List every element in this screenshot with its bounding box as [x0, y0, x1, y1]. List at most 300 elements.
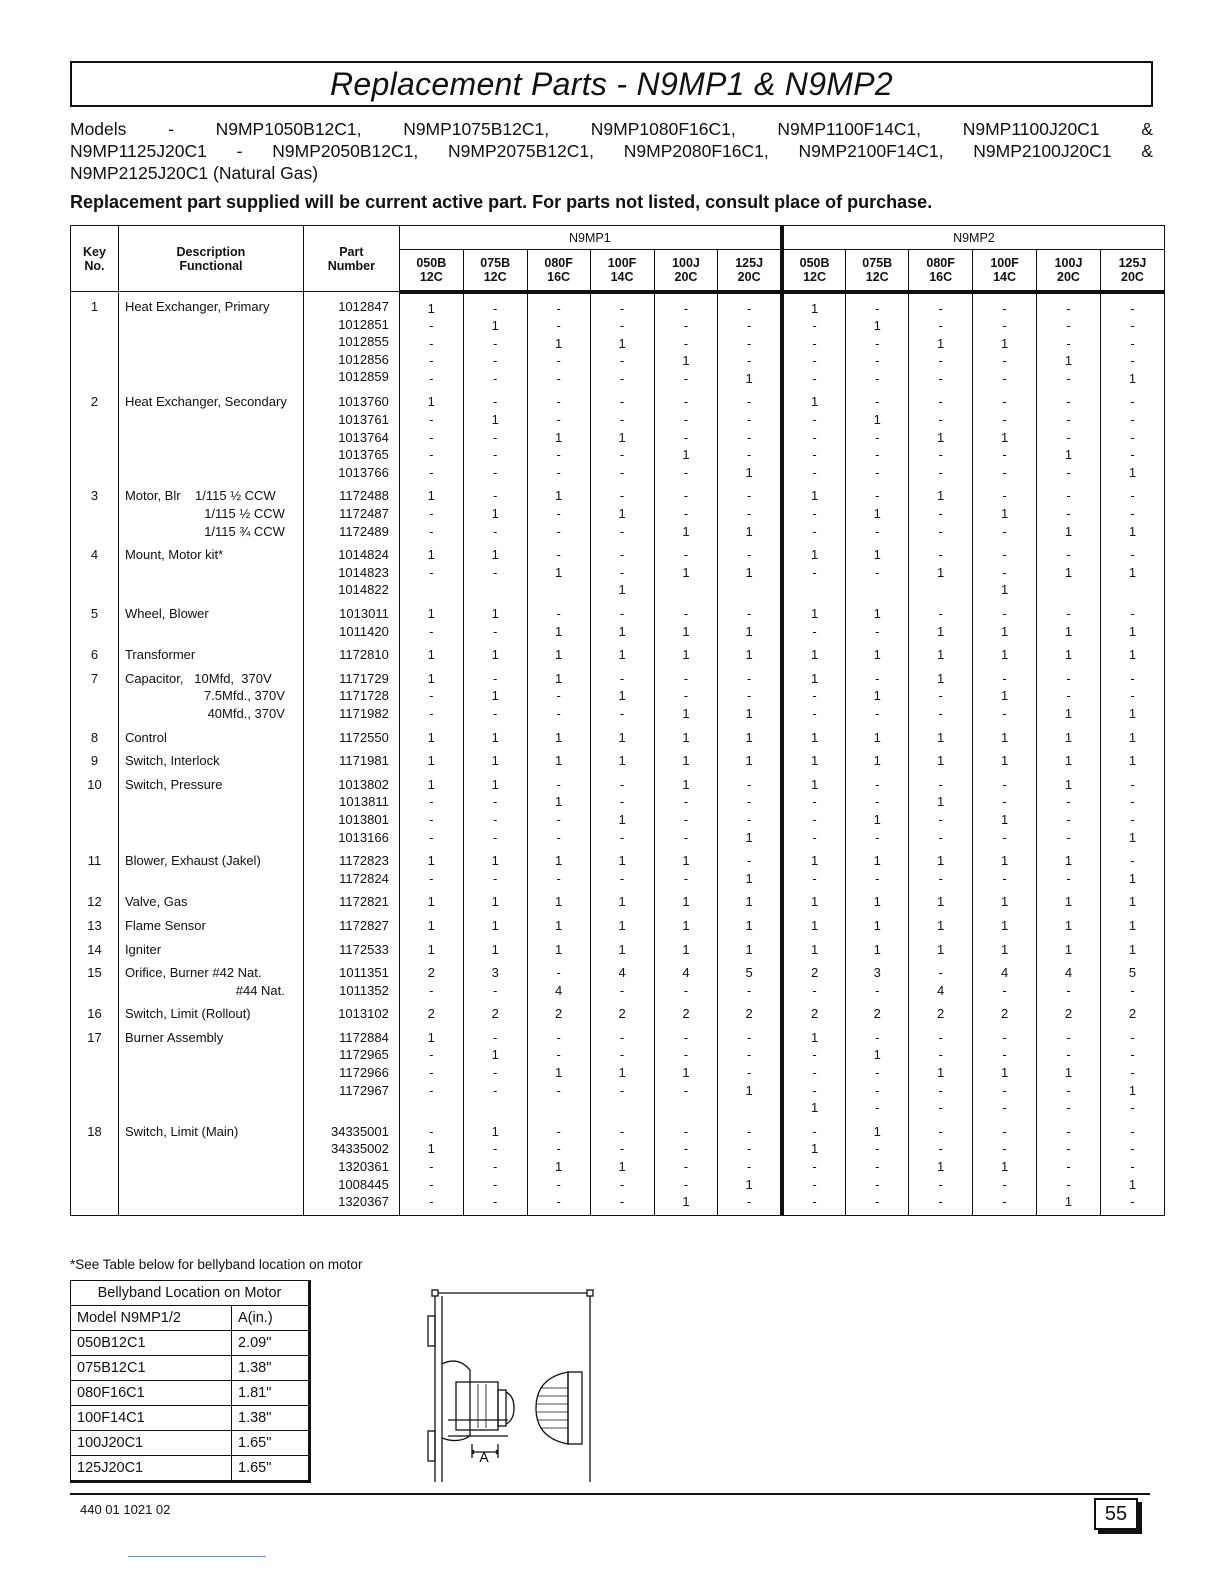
- quantity-cell: - - 1 - -: [527, 1117, 590, 1215]
- quantity-cell: 1 - - - -: [782, 387, 846, 481]
- quantity-cell: 1 -: [463, 599, 527, 640]
- bellyband-value: 1.65": [232, 1431, 310, 1456]
- quantity-cell: 4 -: [1037, 958, 1101, 999]
- quantity-cell: 2 -: [399, 958, 463, 999]
- part-description: Wheel, Blower: [118, 599, 303, 640]
- quantity-cell: 2: [590, 999, 654, 1023]
- key-number: 14: [71, 935, 119, 959]
- model-column-header: 080F 16C: [909, 250, 973, 292]
- quantity-cell: - 1 - - -: [846, 1023, 909, 1117]
- part-number: 34335001 34335002 1320361 1008445 1320367: [303, 1117, 399, 1215]
- group-header-n9mp2: N9MP2: [782, 226, 1165, 250]
- quantity-cell: 1: [399, 723, 463, 747]
- quantity-cell: - 1: [1037, 599, 1101, 640]
- quantity-cell: 1 -: [846, 540, 909, 599]
- quantity-cell: 2: [782, 999, 846, 1023]
- quantity-cell: - 4: [527, 958, 590, 999]
- bellyband-value: 1.38": [232, 1406, 310, 1431]
- quantity-cell: - - 1 -: [973, 770, 1037, 846]
- quantity-cell: - - 1 - -: [973, 387, 1037, 481]
- quantity-cell: - - 1: [718, 664, 782, 723]
- quantity-cell: 1: [1037, 723, 1101, 747]
- quantity-cell: 1: [654, 746, 718, 770]
- quantity-cell: - - 1 - -: [973, 292, 1037, 388]
- part-description: Switch, Limit (Rollout): [118, 999, 303, 1023]
- title-box: [70, 61, 1153, 107]
- quantity-cell: 1 - -: [399, 481, 463, 540]
- part-number: 1013102: [303, 999, 399, 1023]
- part-number: 1014824 1014823 1014822: [303, 540, 399, 599]
- bellyband-row: [71, 1406, 310, 1431]
- part-number: 1172821: [303, 887, 399, 911]
- quantity-cell: 1: [909, 911, 973, 935]
- model-code: &: [1141, 141, 1153, 161]
- quantity-cell: 1: [590, 887, 654, 911]
- quantity-cell: - - 1 -: [654, 1023, 718, 1117]
- quantity-cell: - 1 - -: [909, 770, 973, 846]
- quantity-cell: 1: [973, 746, 1037, 770]
- part-number-header: Part Number: [303, 226, 399, 292]
- quantity-cell: 1: [527, 723, 590, 747]
- quantity-cell: 1: [1037, 746, 1101, 770]
- quantity-cell: - 1: [527, 540, 590, 599]
- quantity-cell: - - - - 1: [718, 292, 782, 388]
- models-line: [70, 118, 1153, 140]
- quantity-cell: 1: [718, 911, 782, 935]
- quantity-cell: - - - - 1: [1037, 1117, 1101, 1215]
- quantity-cell: - 1: [1100, 540, 1164, 599]
- quantity-cell: - - - 1: [718, 770, 782, 846]
- quantity-cell: 1 -: [846, 599, 909, 640]
- quantity-cell: - - - 1 -: [1100, 1117, 1164, 1215]
- quantity-cell: 1: [973, 935, 1037, 959]
- quantity-cell: 3 -: [463, 958, 527, 999]
- quantity-cell: - - 1 - -: [909, 1117, 973, 1215]
- quantity-cell: 1: [782, 723, 846, 747]
- quantity-cell: 1: [463, 723, 527, 747]
- blower-motor-diagram: [418, 1286, 608, 1488]
- table-row: [71, 387, 1165, 481]
- part-number: 1172827: [303, 911, 399, 935]
- quantity-cell: 2: [846, 999, 909, 1023]
- quantity-cell: 2 -: [782, 958, 846, 999]
- quantity-cell: 1: [973, 887, 1037, 911]
- model-column-header: 075B 12C: [846, 250, 909, 292]
- quantity-cell: 1: [1100, 887, 1164, 911]
- quantity-cell: 1 - - - -: [399, 292, 463, 388]
- quantity-cell: 1 -: [463, 846, 527, 887]
- model-code: N9MP1050B12C1,: [215, 119, 362, 139]
- part-number: 1171729 1171728 1171982: [303, 664, 399, 723]
- quantity-cell: - 1: [718, 846, 782, 887]
- quantity-cell: - - 1 - -: [973, 1117, 1037, 1215]
- quantity-cell: - 1 - - -: [846, 292, 909, 388]
- quantity-cell: - 1 -: [846, 481, 909, 540]
- quantity-cell: 4 -: [973, 958, 1037, 999]
- key-number: 10: [71, 770, 119, 846]
- model-column-header: 100F 14C: [590, 250, 654, 292]
- quantity-cell: 1 -: [463, 540, 527, 599]
- quantity-cell: 1: [718, 887, 782, 911]
- quantity-cell: 1: [909, 887, 973, 911]
- model-code: -: [236, 141, 243, 161]
- quantity-cell: 1: [463, 887, 527, 911]
- quantity-cell: - 1: [718, 599, 782, 640]
- footnote: *See Table below for bellyband location on motor: [70, 1257, 363, 1272]
- quantity-cell: - - 1 -: [846, 770, 909, 846]
- part-number: 1012847 1012851 1012855 1012856 1012859: [303, 292, 399, 388]
- quantity-cell: 1: [463, 911, 527, 935]
- quantity-cell: - - 1: [590, 540, 654, 599]
- quantity-cell: 1 - -: [399, 664, 463, 723]
- quantity-cell: - - 1: [1100, 664, 1164, 723]
- quantity-cell: 1: [463, 640, 527, 664]
- model-code: Models: [70, 119, 127, 139]
- key-number: 15: [71, 958, 119, 999]
- bellyband-model: 100F14C1: [71, 1406, 232, 1431]
- quantity-cell: 1: [1100, 746, 1164, 770]
- bellyband-title: Bellyband Location on Motor: [71, 1281, 310, 1306]
- table-row: [71, 958, 1165, 999]
- table-row: [71, 770, 1165, 846]
- quantity-cell: - 1 - - -: [463, 292, 527, 388]
- quantity-cell: - - 1: [654, 664, 718, 723]
- table-row: [71, 911, 1165, 935]
- quantity-cell: 1 - - -: [399, 1023, 463, 1117]
- quantity-cell: 1: [782, 935, 846, 959]
- models-list: [70, 118, 1153, 184]
- bellyband-value: 1.65": [232, 1456, 310, 1482]
- key-number: 13: [71, 911, 119, 935]
- part-description: Switch, Limit (Main): [118, 1117, 303, 1215]
- model-column-header: 100J 20C: [1037, 250, 1101, 292]
- part-number: 1013760 1013761 1013764 1013765 1013766: [303, 387, 399, 481]
- bellyband-row: [71, 1456, 310, 1482]
- quantity-cell: - - 1 - -: [590, 1117, 654, 1215]
- quantity-cell: - - - - 1: [654, 1117, 718, 1215]
- part-description: Switch, Interlock: [118, 746, 303, 770]
- quantity-cell: 1: [463, 746, 527, 770]
- quantity-cell: - 4: [909, 958, 973, 999]
- model-code: N9MP2100F14C1,: [798, 141, 944, 161]
- part-description: Igniter: [118, 935, 303, 959]
- quantity-cell: - 1 -: [463, 481, 527, 540]
- quantity-cell: - - 1 -: [590, 1023, 654, 1117]
- part-description: Burner Assembly: [118, 1023, 303, 1117]
- quantity-cell: 5 -: [718, 958, 782, 999]
- quantity-cell: 1 -: [399, 599, 463, 640]
- key-number: 17: [71, 1023, 119, 1117]
- key-number: 11: [71, 846, 119, 887]
- quantity-cell: - 1 - - -: [399, 1117, 463, 1215]
- quantity-cell: 1 -: [654, 846, 718, 887]
- page-number: 55: [1094, 1498, 1138, 1530]
- quantity-cell: - 1: [1100, 599, 1164, 640]
- quantity-cell: - 1 - - -: [463, 387, 527, 481]
- model-column-header: 100J 20C: [654, 250, 718, 292]
- page-title: Replacement Parts - N9MP1 & N9MP2: [330, 66, 893, 102]
- quantity-cell: 1: [590, 640, 654, 664]
- quantity-cell: 1 -: [909, 846, 973, 887]
- quantity-cell: 1 - -: [782, 664, 846, 723]
- model-code: N9MP1100F14C1,: [777, 119, 922, 139]
- quantity-cell: 1 - -: [782, 481, 846, 540]
- quantity-cell: - - 1: [1037, 664, 1101, 723]
- quantity-cell: 1: [909, 746, 973, 770]
- part-number: 1172488 1172487 1172489: [303, 481, 399, 540]
- quantity-cell: 1: [1037, 640, 1101, 664]
- quantity-cell: 2: [463, 999, 527, 1023]
- quantity-cell: 1: [399, 911, 463, 935]
- bellyband-model: 125J20C1: [71, 1456, 232, 1482]
- diagram-label-a: A: [479, 1449, 489, 1465]
- bellyband-col1: Model N9MP1/2: [71, 1306, 232, 1331]
- quantity-cell: - - 1 -: [527, 1023, 590, 1117]
- part-number: 1172550: [303, 723, 399, 747]
- quantity-cell: 1: [527, 887, 590, 911]
- quantity-cell: - - - 1 -: [718, 1117, 782, 1215]
- quantity-cell: 1: [527, 911, 590, 935]
- quantity-cell: 1: [909, 723, 973, 747]
- table-row: [71, 723, 1165, 747]
- quantity-cell: - 1 -: [463, 664, 527, 723]
- quantity-cell: 1: [590, 911, 654, 935]
- model-code: N9MP2125J20C1 (Natural Gas): [70, 163, 319, 183]
- quantity-cell: - - 1: [1100, 481, 1164, 540]
- quantity-cell: - 1 -: [846, 664, 909, 723]
- quantity-cell: 1: [1100, 723, 1164, 747]
- part-description: Blower, Exhaust (Jakel): [118, 846, 303, 887]
- quantity-cell: 1 -: [973, 846, 1037, 887]
- model-column-header: 125J 20C: [718, 250, 782, 292]
- quantity-cell: 1: [527, 640, 590, 664]
- description-header: Description Functional: [118, 226, 303, 292]
- quantity-cell: 1: [1100, 935, 1164, 959]
- key-number: 8: [71, 723, 119, 747]
- quantity-cell: - 1 - - -: [846, 387, 909, 481]
- quantity-cell: - - - 1 -: [1037, 387, 1101, 481]
- models-line: [70, 140, 1153, 162]
- models-line: [70, 162, 1153, 184]
- quantity-cell: - 1 - -: [463, 1023, 527, 1117]
- quantity-cell: - 1 - -: [527, 770, 590, 846]
- quantity-cell: 1 -: [399, 540, 463, 599]
- table-row: [71, 664, 1165, 723]
- parts-table: [70, 225, 1165, 1216]
- key-number: 16: [71, 999, 119, 1023]
- quantity-cell: 1: [463, 935, 527, 959]
- bellyband-col2: A(in.): [232, 1306, 310, 1331]
- quantity-cell: - - 1 -: [590, 770, 654, 846]
- quantity-cell: 1: [1100, 640, 1164, 664]
- bellyband-value: 1.81": [232, 1381, 310, 1406]
- quantity-cell: 1 - -: [527, 664, 590, 723]
- quantity-cell: 1: [527, 746, 590, 770]
- part-description: Transformer: [118, 640, 303, 664]
- bellyband-value: 2.09": [232, 1331, 310, 1356]
- model-code: -: [168, 119, 174, 139]
- quantity-cell: 5 -: [1100, 958, 1164, 999]
- quantity-cell: 1: [782, 911, 846, 935]
- bellyband-model: 080F16C1: [71, 1381, 232, 1406]
- quantity-cell: 1: [782, 746, 846, 770]
- table-row: [71, 999, 1165, 1023]
- quantity-cell: 1 - - - 1: [782, 1023, 846, 1117]
- quantity-cell: 1 -: [846, 846, 909, 887]
- quantity-cell: - 1: [654, 540, 718, 599]
- quantity-cell: 1: [718, 723, 782, 747]
- part-description: Heat Exchanger, Primary: [118, 292, 303, 388]
- model-column-header: 075B 12C: [463, 250, 527, 292]
- key-number: 12: [71, 887, 119, 911]
- part-number: 1011351 1011352: [303, 958, 399, 999]
- quantity-cell: 2: [973, 999, 1037, 1023]
- quantity-cell: 1: [1037, 935, 1101, 959]
- table-row: [71, 746, 1165, 770]
- quantity-cell: - - 1 - -: [909, 1023, 973, 1117]
- quantity-cell: 1 - - -: [654, 770, 718, 846]
- part-description: Mount, Motor kit*: [118, 540, 303, 599]
- bellyband-table: [70, 1280, 311, 1483]
- model-code: N9MP1080F16C1,: [590, 119, 736, 139]
- model-code: N9MP1125J20C1: [70, 141, 207, 161]
- quantity-cell: 2: [399, 999, 463, 1023]
- part-description: Orifice, Burner #42 Nat. #44 Nat.: [118, 958, 303, 999]
- quantity-cell: - - - 1 -: [654, 292, 718, 388]
- quantity-cell: - - 1 - -: [1037, 1023, 1101, 1117]
- table-row: [71, 935, 1165, 959]
- quantity-cell: 1: [846, 723, 909, 747]
- key-number: 3: [71, 481, 119, 540]
- part-number: 1172884 1172965 1172966 1172967: [303, 1023, 399, 1117]
- bellyband-row: [71, 1331, 310, 1356]
- quantity-cell: - 1 -: [590, 664, 654, 723]
- quantity-cell: 1: [846, 746, 909, 770]
- bellyband-value: 1.38": [232, 1356, 310, 1381]
- quantity-cell: - - - 1 -: [1037, 292, 1101, 388]
- table-row: [71, 887, 1165, 911]
- quantity-cell: 1: [782, 887, 846, 911]
- quantity-cell: 1 -: [782, 540, 846, 599]
- quantity-cell: - - - - 1: [718, 387, 782, 481]
- quantity-cell: 1 - - - -: [846, 1117, 909, 1215]
- model-column-header: 080F 16C: [527, 250, 590, 292]
- part-number: 1013011 1011420: [303, 599, 399, 640]
- quantity-cell: - 1: [909, 540, 973, 599]
- footer-rule: [70, 1493, 1150, 1495]
- quantity-cell: 1: [1037, 887, 1101, 911]
- quantity-cell: 1: [782, 640, 846, 664]
- quantity-cell: 1: [654, 911, 718, 935]
- bellyband-row: [71, 1431, 310, 1456]
- quantity-cell: 2: [718, 999, 782, 1023]
- quantity-cell: 4 -: [654, 958, 718, 999]
- key-number: 2: [71, 387, 119, 481]
- quantity-cell: 1: [973, 911, 1037, 935]
- quantity-cell: - - 1 - -: [909, 387, 973, 481]
- quantity-cell: 4 -: [590, 958, 654, 999]
- quantity-cell: 1: [718, 935, 782, 959]
- quantity-cell: 1: [909, 935, 973, 959]
- quantity-cell: 1 -: [782, 599, 846, 640]
- quantity-cell: - - 1 - -: [909, 292, 973, 388]
- model-code: N9MP2080F16C1,: [623, 141, 769, 161]
- quantity-cell: 1 -: [590, 846, 654, 887]
- quantity-cell: 1 - - - -: [399, 387, 463, 481]
- quantity-cell: 1: [590, 746, 654, 770]
- quantity-cell: 1 - -: [909, 481, 973, 540]
- quantity-cell: 2: [1037, 999, 1101, 1023]
- quantity-cell: 1: [973, 640, 1037, 664]
- quantity-cell: - - - - 1: [1100, 292, 1164, 388]
- quantity-cell: - - 1 - -: [590, 387, 654, 481]
- quantity-cell: - - 1: [654, 481, 718, 540]
- quantity-cell: 1: [654, 723, 718, 747]
- key-header: Key No.: [71, 226, 119, 292]
- part-description: Capacitor, 10Mfd, 370V 7.5Mfd., 370V 40Mfd., 370V: [118, 664, 303, 723]
- quantity-cell: - - 1: [718, 481, 782, 540]
- quantity-cell: 1: [909, 640, 973, 664]
- document-number: 440 01 1021 02: [80, 1502, 171, 1517]
- table-row: [71, 640, 1165, 664]
- key-number: 18: [71, 1117, 119, 1215]
- quantity-cell: 1: [973, 723, 1037, 747]
- quantity-cell: - - - 1 -: [1100, 1023, 1164, 1117]
- quantity-cell: 1: [654, 640, 718, 664]
- bellyband-model: 050B12C1: [71, 1331, 232, 1356]
- key-number: 4: [71, 540, 119, 599]
- quantity-cell: - - - 1: [718, 1023, 782, 1117]
- part-description: Valve, Gas: [118, 887, 303, 911]
- model-column-header: 050B 12C: [782, 250, 846, 292]
- notice-text: Replacement part supplied will be current active part. For parts not listed, consult place of purchase.: [70, 192, 933, 212]
- quantity-cell: 1: [718, 746, 782, 770]
- quantity-cell: - 1: [909, 599, 973, 640]
- key-number: 6: [71, 640, 119, 664]
- quantity-cell: 1 -: [399, 846, 463, 887]
- quantity-cell: - 1: [973, 599, 1037, 640]
- link-underline: [128, 1556, 266, 1557]
- quantity-cell: 1: [654, 887, 718, 911]
- key-number: 9: [71, 746, 119, 770]
- quantity-cell: - 1: [1100, 846, 1164, 887]
- table-row: [71, 846, 1165, 887]
- quantity-cell: 1 - - -: [399, 770, 463, 846]
- quantity-cell: - 1 -: [973, 664, 1037, 723]
- table-row: [71, 1023, 1165, 1117]
- table-row: [71, 1117, 1165, 1215]
- model-code: N9MP2075B12C1,: [448, 141, 594, 161]
- quantity-cell: 1: [846, 911, 909, 935]
- quantity-cell: - - 1 - -: [527, 387, 590, 481]
- model-code: &: [1141, 119, 1153, 139]
- quantity-cell: - 1: [718, 540, 782, 599]
- quantity-cell: 1 -: [1037, 846, 1101, 887]
- bellyband-row: [71, 1381, 310, 1406]
- part-description: Motor, Blr 1/115 ½ CCW 1/115 ½ CCW 1/115 ¾ CCW: [118, 481, 303, 540]
- key-number: 7: [71, 664, 119, 723]
- quantity-cell: - 1: [590, 599, 654, 640]
- quantity-cell: - 1 - - -: [782, 1117, 846, 1215]
- table-row: [71, 292, 1165, 388]
- quantity-cell: - - 1: [1037, 481, 1101, 540]
- quantity-cell: 2: [527, 999, 590, 1023]
- quantity-cell: 1 - - - -: [782, 292, 846, 388]
- quantity-cell: 1: [1037, 911, 1101, 935]
- bellyband-model: 075B12C1: [71, 1356, 232, 1381]
- part-description: Control: [118, 723, 303, 747]
- quantity-cell: - 1 -: [973, 481, 1037, 540]
